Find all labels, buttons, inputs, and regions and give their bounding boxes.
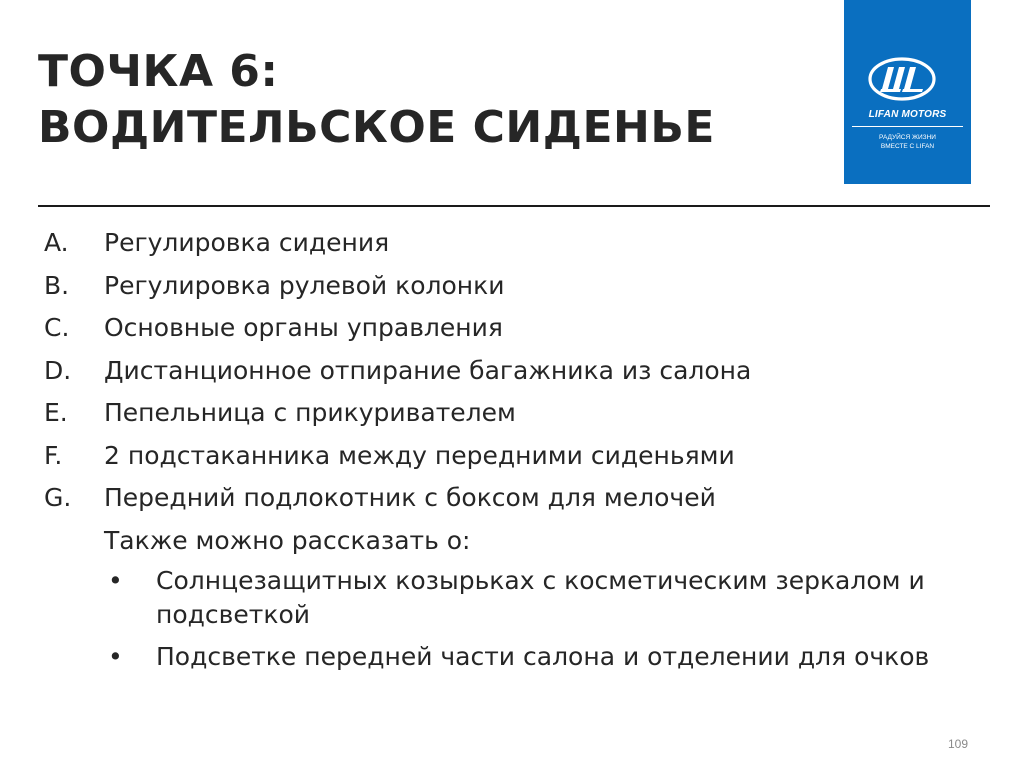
list-marker: A. (44, 228, 69, 257)
bullet-text: Подсветке передней части салона и отделении для очков (156, 641, 930, 671)
list-item (44, 437, 994, 480)
logo-slogan (844, 133, 971, 151)
list-item-text: Регулировка рулевой колонки (104, 270, 505, 300)
list-item (44, 309, 994, 352)
list-marker: B. (44, 270, 70, 300)
list-item-text: Пепельница с прикуривателем (104, 398, 516, 427)
bullet-text: Солнцезащитных козырьках с косметическим зеркалом и подсветкой (156, 565, 925, 629)
bullet-icon: • (108, 641, 123, 671)
list-marker: F. (44, 440, 63, 470)
page-number: 109 (948, 737, 969, 751)
list-item-text: Передний подлокотник с боксом для мелочей (104, 483, 716, 512)
list-item (44, 394, 994, 437)
title-line-1: ТОЧКА 6: (38, 46, 279, 97)
logo-slogan-line-1: РАДУЙСЯ ЖИЗНИ (879, 134, 936, 141)
logo-name: LIFAN MOTORS (868, 109, 947, 120)
list-marker: E. (44, 398, 68, 427)
list-item (44, 352, 994, 395)
lifan-emblem-icon (867, 56, 937, 102)
title-divider (38, 205, 990, 207)
list-item-text: Основные органы управления (104, 313, 503, 342)
bullet-icon: • (108, 565, 123, 595)
slide-title (38, 44, 798, 156)
list-marker: G. (44, 483, 72, 512)
bullet-item (44, 640, 994, 674)
title-line-2: ВОДИТЕЛЬСКОЕ СИДЕНЬЕ (38, 102, 715, 153)
logo-divider (852, 126, 963, 127)
list-item (44, 224, 994, 267)
bullet-item (44, 564, 994, 632)
extra-heading: Также можно рассказать о: (104, 525, 471, 555)
content-list (44, 224, 994, 682)
list-marker: D. (44, 355, 72, 385)
list-item (44, 479, 994, 522)
list-item-text: 2 подстаканника между передними сиденьями (104, 440, 735, 470)
list-item (44, 267, 994, 310)
lifan-logo (844, 0, 971, 184)
logo-slogan-line-2: ВМЕСТЕ С LIFAN (880, 143, 935, 150)
list-marker: C. (44, 313, 70, 342)
list-item-text: Дистанционное отпирание багажника из салона (104, 355, 752, 385)
list-item-text: Регулировка сидения (104, 228, 390, 257)
